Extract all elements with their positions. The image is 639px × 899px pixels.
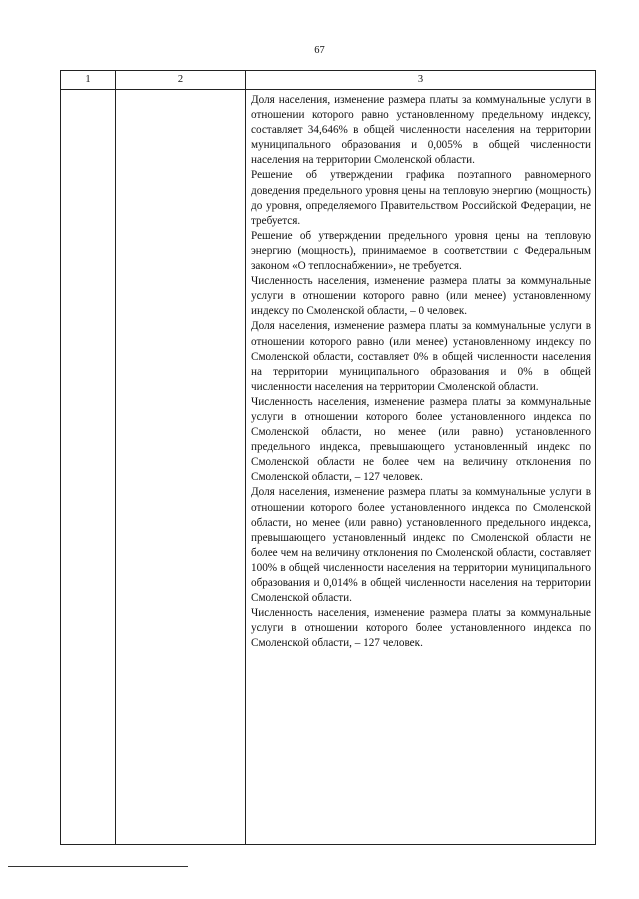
paragraph: Доля населения, изменение размера платы за коммунальные услуги в отношении которого равно (или менее) установленному индексу по Смоленской области, составляет 0% в общей численности населения на территории муниципального образования и 0% в общей численности населения на территории Смоленской области.	[251, 320, 591, 393]
paragraph: Решение об утверждении графика поэтапного равномерного доведения предельного уровня цены на тепловую энергию (мощность) до уровня, определяемого Правительством Российской Федерации, не требуется.	[251, 169, 591, 227]
page-number: 67	[314, 45, 325, 56]
paragraph: Численность населения, изменение размера платы за коммунальные услуги в отношении которого более установленного индекса по Смоленской области, но менее (или равно) установленного предельного индекса, превышающего установленный индекс по Смоленской области не более чем на величину отклонения по Смоленской области, – 127 человек.	[251, 395, 591, 484]
paragraph: Численность населения, изменение размера платы за коммунальные услуги в отношении которого более установленного индекса по Смоленской области, – 127 человек.	[251, 607, 591, 650]
column-3-cell	[246, 90, 596, 845]
paragraph: Решение об утверждении предельного уровня цены на тепловую энергию (мощность), принимаемое в соответствии с Федеральным законом «О теплоснабжении», не требуется.	[251, 229, 591, 273]
footnote-separator	[8, 866, 188, 867]
column-1-cell	[61, 90, 116, 845]
document-table	[60, 70, 596, 845]
column-header-2: 2	[116, 71, 246, 90]
table-row	[61, 90, 596, 845]
column-2-cell	[116, 90, 246, 845]
table-header-row	[61, 71, 596, 90]
paragraph: Доля населения, изменение размера платы за коммунальные услуги в отношении которого более установленного индекса по Смоленской области, но менее (или равно) установленного предельного индекса, превышающего установленный индекс по Смоленской области не более чем на величину отклонения по Смоленской области, составляет 100% в общей численности населения на территории муниципального образования и 0,014% в общей численности населения на территории Смоленской области.	[251, 486, 591, 605]
paragraph: Численность населения, изменение размера платы за коммунальные услуги в отношении которого равно (или менее) установленному индексу по Смоленской области, – 0 человек.	[251, 275, 591, 318]
paragraph: Доля населения, изменение размера платы за коммунальные услуги в отношении которого равно установленному предельному индексу, составляет 34,646% в общей численности населения на территории муниципального образования и 0,005% в общей численности населения на территории Смоленской области.	[251, 94, 591, 167]
column-header-1: 1	[61, 71, 116, 90]
column-header-3: 3	[246, 71, 596, 90]
